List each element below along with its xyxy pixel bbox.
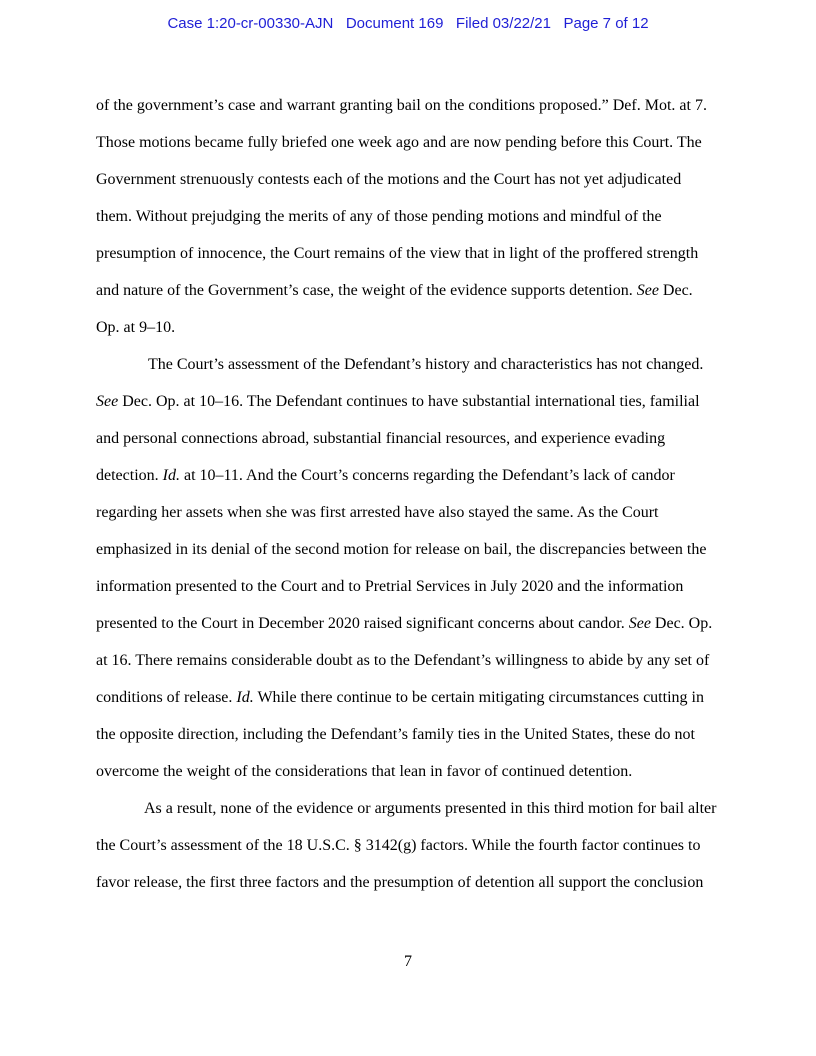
text-run: information presented to the Court and to Pretrial Services in July 2020 and the information <box>96 578 684 595</box>
text-run: the opposite direction, including the Defendant’s family ties in the United States, these do not <box>96 726 695 743</box>
paragraph-conclusion <box>96 796 721 907</box>
text-run: presented to the Court in December 2020 raised significant concerns about candor. <box>96 615 629 632</box>
text-run: detection. <box>96 467 163 484</box>
text-line <box>96 389 721 426</box>
page-number: 7 <box>404 953 412 970</box>
text-line <box>96 833 721 870</box>
citation-signal: Id. <box>236 689 254 706</box>
text-line <box>96 648 721 685</box>
text-line <box>96 130 721 167</box>
text-line <box>96 352 721 389</box>
text-run: overcome the weight of the considerations that lean in favor of continued detention. <box>96 763 633 780</box>
text-run: presumption of innocence, the Court remains of the view that in light of the proffered strength <box>96 245 699 262</box>
text-line <box>96 870 721 907</box>
text-run: at 10–11. And the Court’s concerns regarding the Defendant’s lack of candor <box>179 467 675 484</box>
text-run: and nature of the Government’s case, the weight of the evidence supports detention. <box>96 282 637 299</box>
text-run: regarding her assets when she was first arrested have also stayed the same. As the Court <box>96 504 659 521</box>
text-run: at 16. There remains considerable doubt as to the Defendant’s willingness to abide by any set of <box>96 652 710 669</box>
text-run: of the government’s case and warrant granting bail on the conditions proposed.” Def. Mot. at 7. <box>96 97 707 114</box>
text-line <box>96 537 721 574</box>
text-line <box>96 315 721 352</box>
text-line <box>96 685 721 722</box>
citation-signal: See <box>636 282 659 299</box>
text-line <box>96 463 721 500</box>
text-run: favor release, the first three factors and the presumption of detention all support the conclusion <box>96 874 704 891</box>
text-line <box>96 278 721 315</box>
citation-signal: Id. <box>162 467 180 484</box>
text-line <box>96 241 721 278</box>
text-line <box>96 611 721 648</box>
text-line <box>96 93 721 130</box>
text-run: Dec. Op. <box>650 615 713 632</box>
text-run: conditions of release. <box>96 689 237 706</box>
text-line <box>96 722 721 759</box>
citation-signal: See <box>96 393 119 410</box>
text-run: them. Without prejudging the merits of any of those pending motions and mindful of the <box>96 208 662 225</box>
text-run: Dec. Op. at 10–16. The Defendant continues to have substantial international ties, familial <box>118 393 700 410</box>
text-line <box>96 204 721 241</box>
text-run: Dec. <box>658 282 693 299</box>
text-run: As a result, none of the evidence or arguments presented in this third motion for bail alter <box>144 800 717 817</box>
text-line <box>96 796 721 833</box>
text-line <box>96 426 721 463</box>
text-run: Government strenuously contests each of the motions and the Court has not yet adjudicated <box>96 171 682 188</box>
text-line <box>96 167 721 204</box>
text-run: the Court’s assessment of the 18 U.S.C. § 3142(g) factors. While the fourth factor continues to <box>96 837 701 854</box>
text-line <box>96 759 721 796</box>
text-line <box>96 500 721 537</box>
paragraph-continuation <box>96 93 721 352</box>
text-run: While there continue to be certain mitigating circumstances cutting in <box>253 689 704 706</box>
text-run: The Court’s assessment of the Defendant’s history and characteristics has not changed. <box>148 356 704 373</box>
text-line <box>96 574 721 611</box>
citation-signal: See <box>628 615 651 632</box>
document-body <box>96 93 721 907</box>
text-run: and personal connections abroad, substantial financial resources, and experience evading <box>96 430 666 447</box>
ecf-header: Case 1:20-cr-00330-AJN Document 169 Filed 03/22/21 Page 7 of 12 <box>167 15 649 32</box>
text-run: emphasized in its denial of the second motion for release on bail, the discrepancies between the <box>96 541 707 558</box>
text-run: Op. at 9–10. <box>96 319 176 336</box>
paragraph-history-characteristics <box>96 352 721 796</box>
text-run: Those motions became fully briefed one week ago and are now pending before this Court. The <box>96 134 702 151</box>
